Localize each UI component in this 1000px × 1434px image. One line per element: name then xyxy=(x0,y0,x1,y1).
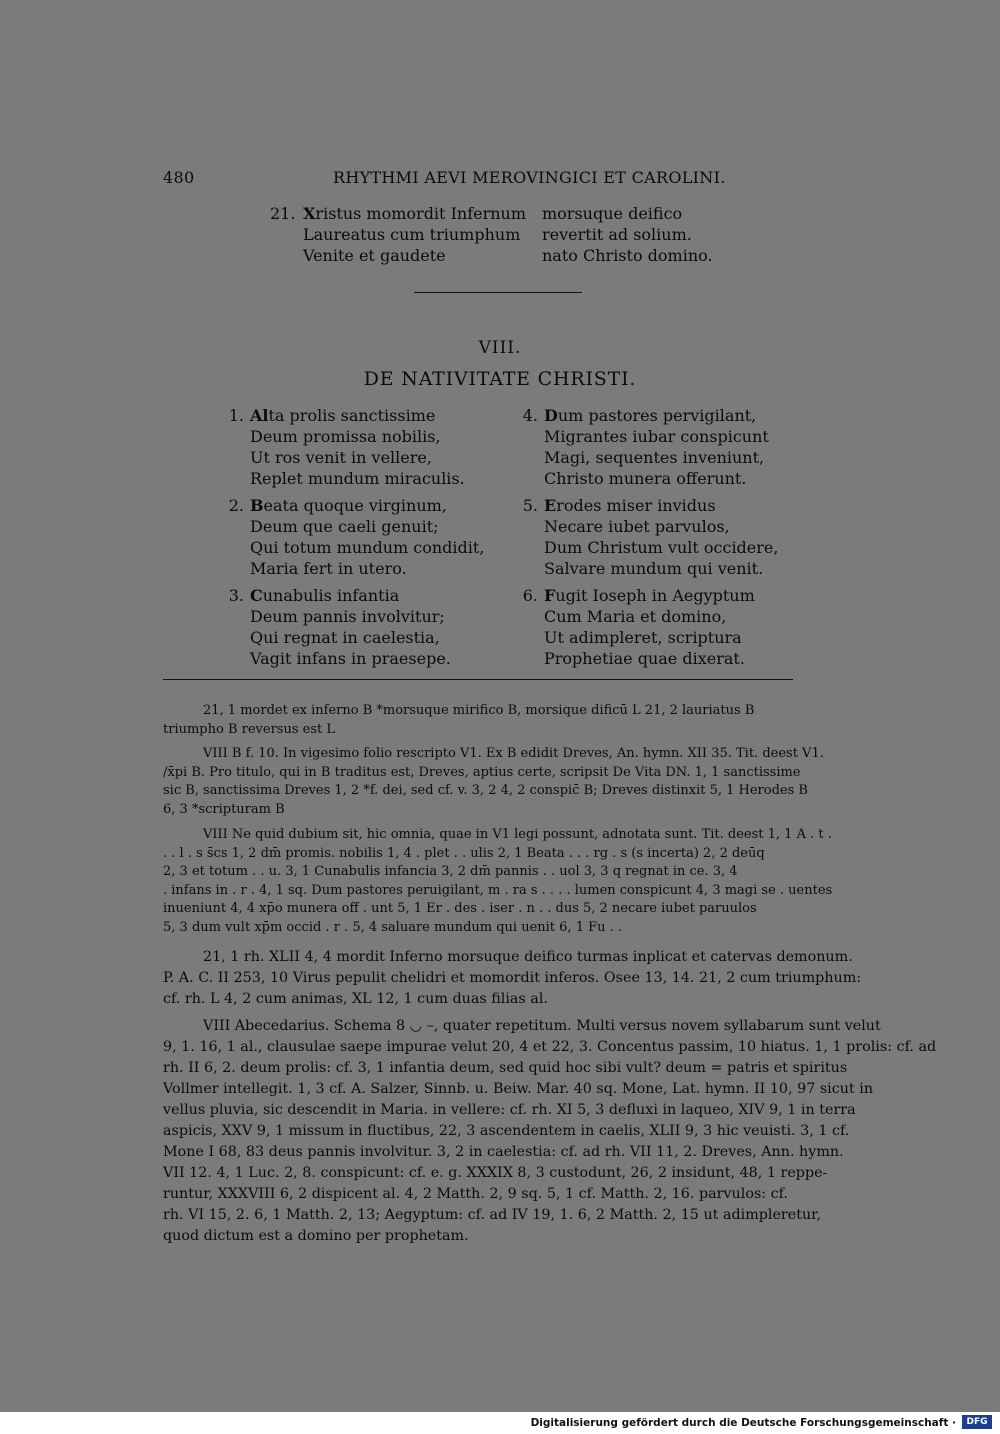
verse-line: Venite et gaudete xyxy=(303,246,446,265)
verse-line: Prophetiae quae dixerat. xyxy=(544,649,745,668)
verse-line: Cum Maria et domino, xyxy=(544,607,727,626)
verse-line: eata quoque virginum, xyxy=(263,496,447,515)
verse-line: Replet mundum miraculis. xyxy=(250,469,465,488)
verse-line: Dum Christum vult occidere, xyxy=(544,538,779,557)
verse-line: Ut ros venit in vellere, xyxy=(250,448,432,467)
stanza-number: 6. xyxy=(522,586,538,605)
verse-line: Necare iubet parvulos, xyxy=(544,517,730,536)
verse-line: morsuque deifico xyxy=(542,204,683,223)
stanza-1 xyxy=(222,405,482,489)
verse-line: um pastores pervigilant, xyxy=(557,406,757,425)
section-title: DE NATIVITATE CHRISTI. xyxy=(363,368,637,390)
commentary-line: VIII Abecedarius. Schema 8 ◡ –, quater repetitum. Multi versus novem syllabarum sunt velut xyxy=(203,1018,881,1034)
verse-line: Migrantes iubar conspicunt xyxy=(544,427,769,446)
verse-line: Deum que caeli genuit; xyxy=(250,517,439,536)
verse-line: revertit ad solium. xyxy=(542,225,692,244)
commentary-line: P. A. C. II 253, 10 Virus pepulit chelidri et momordit inferos. Osee 13, 14. 21, 2 cum triumphum: xyxy=(163,970,862,986)
stanza-4 xyxy=(516,405,796,489)
stanza-number: 3. xyxy=(228,586,244,605)
stanza-21-left xyxy=(303,203,526,266)
apparatus-block-2 xyxy=(163,745,837,819)
verse-line: Deum pannis involvitur; xyxy=(250,607,445,626)
apparatus-line: VIII B f. 10. In vigesimo folio rescripto V1. Ex B edidit Dreves, An. hymn. XII 35. Tit. deest V1. xyxy=(203,746,824,761)
footer-credit: Digitalisierung gefördert durch die Deutsche Forschungsgemeinschaft · xyxy=(530,1417,956,1429)
apparatus-block-3 xyxy=(163,826,837,937)
verse-line: Laureatus cum triumphum xyxy=(303,225,521,244)
apparatus-line: 5, 3 dum vult xp̄m occid . r . 5, 4 saluare mundum qui uenit 6, 1 Fu . . xyxy=(163,919,623,935)
initial-letter: C xyxy=(250,586,263,605)
apparatus-line: inueniunt 4, 4 xp̄o munera off . unt 5, 1 Er . des . iser . n . . dus 5, 2 necare iubet paruulos xyxy=(163,901,757,916)
commentary-line: 9, 1. 16, 1 al., clausulae saepe impurae velut 20, 4 et 22, 3. Concentus passim, 10 hiatus. 1, 1 prolis: cf. ad xyxy=(163,1039,937,1055)
apparatus-block-1 xyxy=(163,702,837,739)
stanza-number: 2. xyxy=(228,496,244,515)
apparatus-line: /x̄pi B. Pro titulo, qui in B traditus est, Dreves, aptius certe, scripsit De Vita DN. 1, 1 sanctissime xyxy=(163,764,801,780)
commentary-line: VII 12. 4, 1 Luc. 2, 8. conspicunt: cf. e. g. XXXIX 8, 3 custodunt, 26, 2 insidunt, 48, 1 reppe- xyxy=(163,1165,828,1181)
page-number: 480 xyxy=(163,168,195,187)
commentary-line: 21, 1 rh. XLII 4, 4 mordit Inferno morsuque deifico turmas inplicat et catervas demonum. xyxy=(203,949,853,965)
commentary-line: runtur, XXXVIII 6, 2 dispicent al. 4, 2 Matth. 2, 9 sq. 5, 1 cf. Matth. 2, 16. parvulos: cf. xyxy=(163,1186,788,1202)
commentary-block-2 xyxy=(163,1016,937,1247)
section-number: VIII. xyxy=(478,338,522,358)
apparatus-line: . . l . s s̄cs 1, 2 dm̄ promis. nobilis 1, 4 . plet . . ulis 2, 1 Beata . . . rg . s (s incerta) 2, 2 deūq xyxy=(163,845,765,861)
verse-line: Deum promissa nobilis, xyxy=(250,427,441,446)
verse-line: rodes miser invidus xyxy=(556,496,716,515)
apparatus-line: sic B, sanctissima Dreves 1, 2 *f. dei, sed cf. v. 3, 2 4, 2 conspic̄ B; Dreves distinxit 5, 1 Herodes B xyxy=(163,783,808,798)
apparatus-divider xyxy=(163,679,793,680)
commentary-line: aspicis, XXV 9, 1 missum in fluctibus, 22, 3 ascendentem in caelis, XLII 9, 3 hic veuisti. 3, 1 cf. xyxy=(163,1123,850,1139)
commentary-line: vellus pluvia, sic descendit in Maria. in vellere: cf. rh. XI 5, 3 defluxi in laqueo, XIV 9, 1 in terra xyxy=(163,1102,856,1118)
stanza-21-number: 21. xyxy=(270,204,296,223)
verse-line: ugit Ioseph in Aegyptum xyxy=(555,586,755,605)
section-divider xyxy=(414,292,582,293)
stanza-number: 4. xyxy=(522,406,538,425)
commentary-block-1 xyxy=(163,947,862,1010)
apparatus-line: . infans in . r . 4, 1 sq. Dum pastores peruigilant, m . ra s . . . . lumen conspicunt 4, 3 magi se . uentes xyxy=(163,882,833,898)
initial-letter: E xyxy=(544,496,557,515)
dfg-logo[interactable]: DFG xyxy=(962,1415,992,1429)
commentary-line: Mone I 68, 83 deus pannis involvitur. 3, 2 in caelestia: cf. ad rh. VII 11, 2. Dreves, Ann. hymn. xyxy=(163,1144,844,1160)
commentary-line: quod dictum est a domino per prophetam. xyxy=(163,1228,469,1244)
stanza-21-right xyxy=(542,203,713,266)
commentary-line: cf. rh. L 4, 2 cum animas, XL 12, 1 cum duas filias al. xyxy=(163,991,548,1007)
initial-letter: D xyxy=(544,406,558,425)
stanza-6 xyxy=(516,585,796,669)
verse-line: Vagit infans in praesepe. xyxy=(250,649,451,668)
apparatus-line: 21, 1 mordet ex inferno B *morsuque mirifico B, morsique dificū L 21, 2 lauriatus B xyxy=(203,703,755,718)
initial-letter: F xyxy=(544,586,556,605)
initial-letter: Al xyxy=(250,406,269,425)
stanza-5 xyxy=(516,495,796,579)
apparatus-line: triumpho B reversus est L xyxy=(163,721,335,737)
verse-line: Qui regnat in caelestia, xyxy=(250,628,440,647)
apparatus-line: VIII Ne quid dubium sit, hic omnia, quae in V1 legi possunt, adnotata sunt. Tit. deest 1, 1 A . t . xyxy=(203,827,832,842)
verse-line: ta prolis sanctissime xyxy=(268,406,436,425)
stanza-number: 1. xyxy=(228,406,244,425)
initial-letter: X xyxy=(303,204,316,223)
verse-line: Salvare mundum qui venit. xyxy=(544,559,764,578)
verse-line: ristus momordit Infernum xyxy=(315,204,527,223)
commentary-line: rh. II 6, 2. deum prolis: cf. 3, 1 infantia deum, sed quid hoc sibi vult? deum = patris et spiritus xyxy=(163,1060,848,1076)
commentary-line: Vollmer intellegit. 1, 3 cf. A. Salzer, Sinnb. u. Beiw. Mar. 40 sq. Mone, Lat. hymn. II 10, 97 sicut in xyxy=(163,1081,874,1097)
verse-line: Christo munera offerunt. xyxy=(544,469,747,488)
verse-line: Qui totum mundum condidit, xyxy=(250,538,485,557)
initial-letter: B xyxy=(250,496,264,515)
verse-line: Maria fert in utero. xyxy=(250,559,407,578)
verse-line: Ut adimpleret, scriptura xyxy=(544,628,742,647)
verse-line: unabulis infantia xyxy=(262,586,400,605)
stanza-number: 5. xyxy=(522,496,538,515)
stanza-2 xyxy=(222,495,485,579)
verse-line: Magi, sequentes inveniunt, xyxy=(544,448,765,467)
apparatus-line: 2, 3 et totum . . u. 3, 1 Cunabulis infancia 3, 2 dm̄ pannis . . uol 3, 3 q regnat in ce. 3, 4 xyxy=(163,864,738,879)
running-title: RHYTHMI AEVI MEROVINGICI ET CAROLINI. xyxy=(333,168,726,187)
stanza-3 xyxy=(222,585,482,669)
commentary-line: rh. VI 15, 2. 6, 1 Matth. 2, 13; Aegyptum: cf. ad IV 19, 1. 6, 2 Matth. 2, 15 ut adimpleretur, xyxy=(163,1207,821,1223)
verse-line: nato Christo domino. xyxy=(542,246,713,265)
apparatus-line: 6, 3 *scripturam B xyxy=(163,801,285,817)
